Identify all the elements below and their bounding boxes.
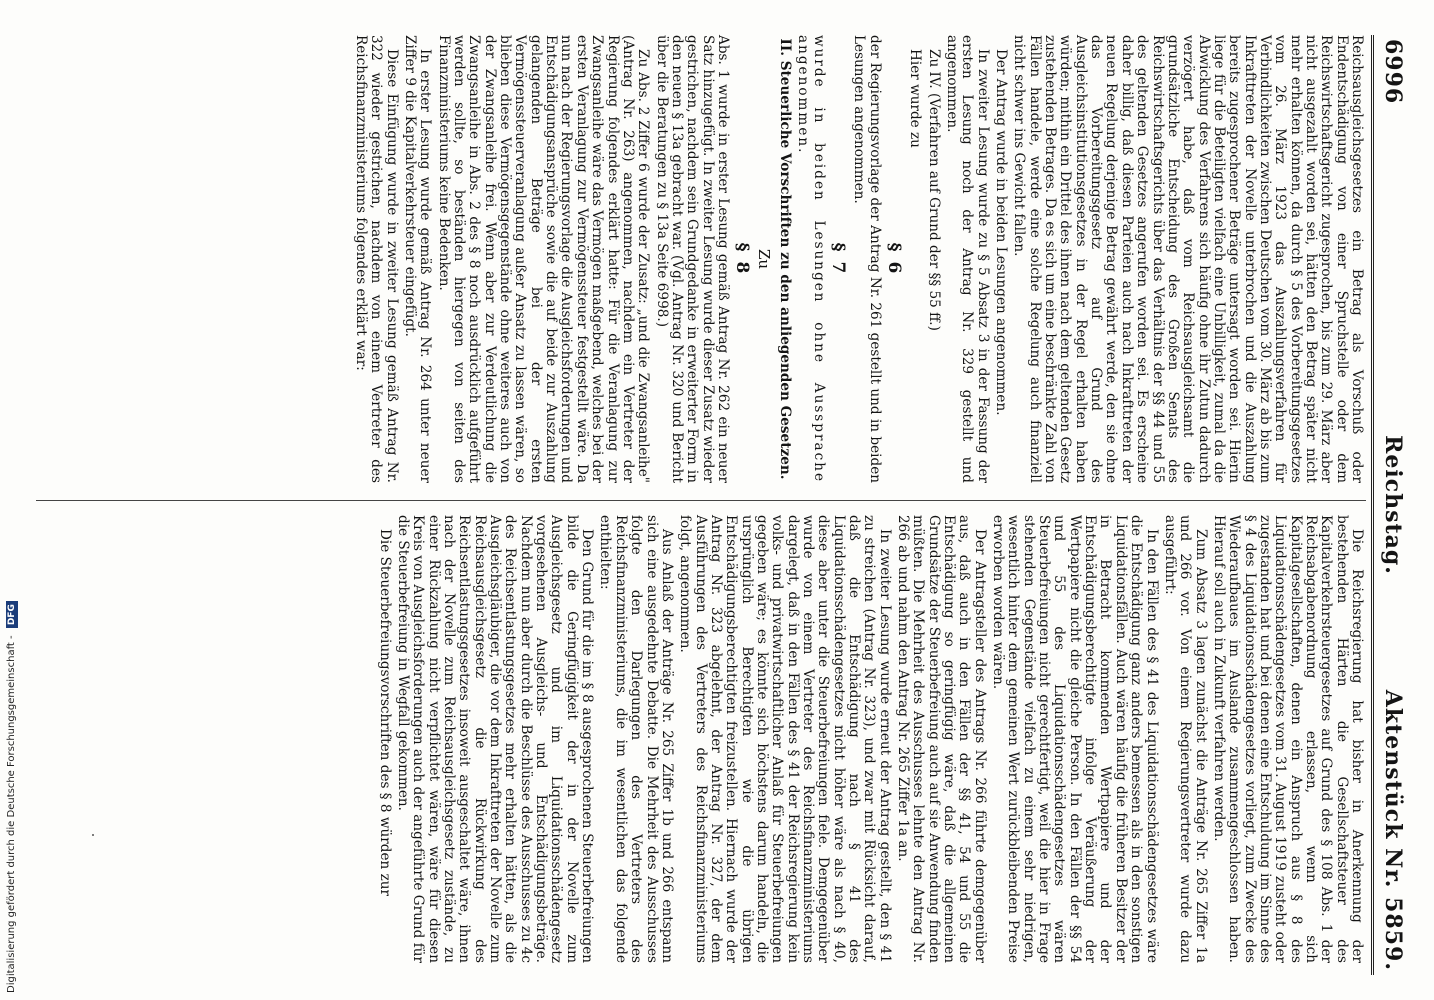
scan-speck — [92, 834, 94, 836]
rotated-sheet — [30, 35, 1408, 975]
paragraph: Aus Anlaß der Anträge Nr. 265 Ziffer 1b und 266 entspann sich eine ausgedehnte Debatte. Die Mehrheit des Ausschusses folgte den Darlegungen des Vertreters des Reichsfinanzministeriums, die im wesentlichen das folgende enthielten: — [597, 515, 675, 963]
section-heading: § 8 — [732, 242, 753, 276]
paragraph: Reichsausgleichsgesetzes ein Betrag als Vorschuß oder Endentschädigung von einer Spruchstelle oder dem Reichswirtschaftsgericht zugesprochen, bis zum 29. März aber nicht ausgezahlt worden sei, hätten den Betrag später nicht mehr erhalten können, da durch § 5 des Vorbereitungsgesetzes vom 26. März 1923 das Auszahlungsverfahren für Verbindlichkeiten zwischen Deutschen vom 30. März ab bis zum Inkrafttreten der Novelle unterbrochen und die Auszahlung bereits zugesprochener Beträge untersagt worden sei. Hierin liege für die Beteiligten vielfach eine Unbilligkeit, zumal da die Abwicklung des Verfahrens sich häufig ohne ihr Zutun dadurch verzögert habe, daß vom Reichsausgleichsamt die grundsätzliche Entscheidung des Großen Senats des Reichswirtschaftsgerichts über das Verhältnis der §§ 44 und 55 des geltenden Gesetzes angerufen worden sei. Es erscheine daher billig, daß diesen Parteien auch nach Inkrafttreten der neuen Regelung derjenige Betrag gewährt werde, den sie ohne das Vorbereitungsgesetz auf Grund des Ausgleichsinstitutionsgesetzes in der Regel erhalten haben würden; mithin ein Drittel des ihnen nach dem geltenden Gesetz zustehenden Betrages. Da es sich um eine beschränkte Zahl von Fällen handele, werde eine solche Regelung auch finanziell nicht schwer ins Gewicht fallen. — [1011, 35, 1365, 483]
paragraph: Abs. 1 wurde in erster Lesung gemäß Antrag Nr. 262 ein neuer Satz hinzugefügt. In zweiter Lesung wurde dieser Zusatz wieder gestrichen, nachdem sein Grundgedanke in erweiterter Form in den neuen § 13a gebracht war. (Vgl. Antrag Nr. 320 und Bericht über die Beratungen zu § 13a Seite 6998.) — [653, 35, 731, 483]
chapter-heading: II. Steuerliche Vorschriften zu den anliegenden Gesetzen. — [776, 38, 793, 480]
paragraph: In den Fällen des § 41 des Liquidationsschädengesetzes wäre die Entschädigung ganz anders bemessen als in den sonstigen Liquidationsfällen. Auch wären häufig die früheren Besitzer der in Betracht kommenden Wertpapiere und der Entschädigungsberechtigte infolge Veräußerung der Wertpapiere nicht die gleiche Person. In den Fällen der §§ 54 und 55 des Liquidationsschädengesetzes wären Steuerbefreiungen nicht gerechtfertigt, weil die hier in Frage stehenden Gegenstände vielfach zu einem sehr niedrigen, wesentlich hinter dem gemeinen Wert zurückbleibenden Preise erworben worden wären. — [990, 515, 1160, 963]
paragraph: Den Grund für die im § 8 ausgesprochenen Steuerbefreiungen bilde die Geringfügigkeit der in der Novelle zum Ausgleichsgesetz und im Liquidationsschädengesetz vorgesehenen Ausgleichs- und Entschädigungsbeträge. Nachdem nun aber durch die Beschlüsse des Ausschusses zu 4c des Reichsentlastungsgesetzes mehr erhalten hätten, als die Ausgleichsgläubiger, die vor dem Inkrafttreten der Novelle zum Reichsausgleichsgesetz die Rückwirkung des Reichsentlastungsgesetzes insoweit ausgeschaltet wäre, ihnen nach der Novelle zum Reichsausgleichsgesetz zustände, zu einer Rückzahlung nicht verpflichtet wären, wäre für diesen Kreis von Ausgleichsforderungen auch der angeführte Grund für die Steuerbefreiung in Wegfall gekommen. — [395, 515, 596, 963]
paragraph: In erster Lesung wurde gemäß Antrag Nr. 264 unter neuer Ziffer 9 die Kapitalverkehrsteuer eingefügt. — [402, 35, 434, 483]
paragraph: Zum Absatz 3 lagen zunächst die Anträge Nr. 265 Ziffer 1a und 266 vor. Von einem Regierungsvertreter wurde dazu ausgeführt: — [1161, 515, 1209, 963]
paragraph: Die Reichsregierung hat bisher in Anerkennung der bestehenden Härten die Gesellschaftsteuer des Kapitalverkehrsteuergesetzes auf Grund des § 108 Abs. 1 der Reichsabgabenordnung erlassen, wenn sich Kapitalgesellschaften, denen ein Anspruch aus § 8 des Liquidationsschädengesetzes vom 31. August 1919 zusteht oder zugestanden hat und bei denen eine Entschuldung im Sinne des § 4 des Liquidationsschädengesetzes vorliegt, zum Zwecke des Wiederaufbaues im Auslande zusammengeschlossen haben. Hierauf soll auch in Zukunft verfahren werden. — [1210, 515, 1365, 963]
page-header — [1378, 35, 1408, 975]
paragraph: Hier wurde zu — [907, 49, 924, 148]
paragraph: Der Antragsteller des Antrags Nr. 266 führte demgegenüber aus, daß auch in den Fällen der §§ 41, 54 und 55 die Entschädigung so geringfügig wäre, daß die allgemeinen Grundsätze der Steuerbefreiung auch auf sie Anwendung finden müßten. Die Mehrheit des Ausschusses lehnte den Antrag Nr. 266 ab und nahm den Antrag Nr. 265 Ziffer 1a an. — [895, 515, 988, 963]
right-column — [373, 515, 1364, 963]
paragraph: Diese Einfügung wurde in zweiter Lesung gemäß Antrag Nr. 322 wieder gestrichen, nachdem von einem Vertreter des Reichsfinanzministeriums folgendes erklärt war: — [353, 35, 400, 483]
zu-label: Zu — [754, 248, 773, 270]
dfg-logo: DFG — [6, 601, 18, 628]
paragraph: In zweiter Lesung wurde erneut der Antrag gestellt, den § 41 zu streichen (Antrag Nr. 323), und zwar mit Rücksicht darauf, daß die Entschädigung nach § 41 des Liquidationsschädengesetzes nicht höher wäre als nach § 40, diese aber unter die Steuerbefreiungen fiele. Demgegenüber wurde von einem Vertreter des Reichsfinanzministeriums dargelegt, daß in den Fällen des § 41 der Reichsregierung kein volks- und privatwirtschaftlicher Anlaß für Steuerbefreiungen gegeben wäre; es könnte sich höchstens darum handeln, die ursprünglich Berechtigten wie die übrigen Entschädigungsberechtigten freizustellen. Hiernach wurde der Antrag Nr. 323 abgelehnt, der Antrag Nr. 327, der dem Ausführungen des Vertreters des Reichsfinanzministeriums folgt, angenommen. — [677, 515, 893, 963]
credit-text: Digitalisierung gefördert durch die Deutsche Forschungsgemeinschaft - — [6, 635, 17, 993]
column-divider — [36, 500, 1366, 501]
document-number: Aktenstück Nr. 5859. — [1380, 689, 1406, 971]
section-heading: § 6 — [884, 242, 905, 276]
section-heading: § 7 — [828, 242, 848, 276]
digitization-credit — [6, 601, 18, 993]
paragraph: Zu Abs. 2 Ziffer 6 wurde der Zusatz: „und die Zwangsanleihe" (Antrag Nr. 263) angenommen, nachdem ein Vertreter der Regierung folgendes erklärt hatte: Für die Veranlagung zur Zwangsanleihe wäre das Vermögen maßgebend, welches bei der ersten Veranlagung zur Vermögenssteuer festgestellt wäre. Da nun nach der Regierungsvorlage die Ausgleichsforderungen und Entschädigungsansprüche sowie die auf beide zur Auszahlung gelangenden Beträge bei der ersten Vermögenssteuerveranlagung außer Ansatz zu lassen wären, so blieben diese Vermögensgegenstände ohne weiteres auch von der Zwangsanleihe frei. Wenn aber zur Verdeutlichung die Zwangsanleihe in Abs. 2 des § 8 noch ausdrücklich aufgeführt werden sollte, so beständen hiergegen von seiten des Finanzministeriums keine Bedenken. — [435, 35, 652, 483]
paragraph: der Regierungsvorlage der Antrag Nr. 261 gestellt und in beiden Lesungen angenommen. — [851, 35, 883, 483]
left-column — [350, 35, 1364, 483]
paragraph: Die Steuerbefreiungsvorschriften des § 8 würden zur — [376, 529, 393, 897]
header-title: Reichstag. — [1380, 435, 1406, 575]
paragraph: Der Antrag wurde in beiden Lesungen angenommen. — [993, 49, 1010, 416]
header-rule — [1371, 35, 1374, 975]
paragraph: In zweiter Lesung wurde zu § 5 Absatz 3 in der Fassung der ersten Lesung noch der Antrag Nr. 329 gestellt und angenommen. — [944, 35, 991, 483]
page-number: 6996 — [1380, 39, 1406, 105]
paragraph: wurde in beiden Lesungen ohne Aussprache angenommen. — [795, 35, 827, 483]
paragraph: Zu IV. (Verfahren auf Grund der §§ 55 ff.) — [925, 49, 942, 331]
